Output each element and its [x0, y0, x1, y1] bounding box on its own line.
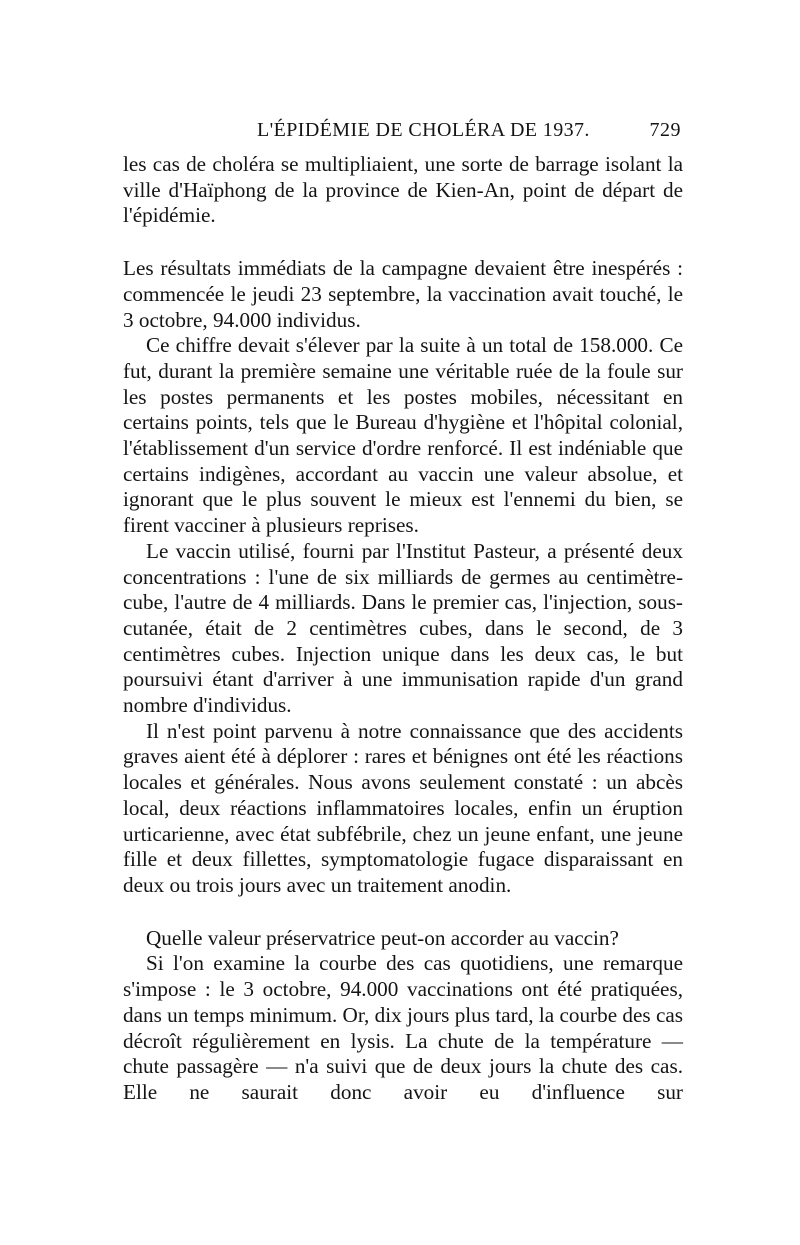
paragraph-curve: Si l'on examine la courbe des cas quotidiens, une remarque s'impose : le 3 octobre, 94.000 vaccinations ont été pratiquées, dans un temps minimum. Or, dix jours plus tard, la courbe des cas décroît régulièrement en lysis. La chute de la température — chute passagère — n'a suivi que de deux jours la chute des cas. Elle ne saurait donc avoir eu d'influence sur [123, 951, 683, 1104]
running-title: L'ÉPIDÉMIE DE CHOLÉRA DE 1937. [257, 119, 590, 141]
paragraph-continuation: les cas de choléra se multipliaient, une sorte de barrage isolant la ville d'Haïphong de la province de Kien-An, point de départ de l'épidémie. [123, 152, 683, 228]
page-header [123, 117, 683, 143]
section-break [123, 899, 683, 926]
page-number: 729 [649, 119, 681, 141]
body-text [123, 152, 683, 1106]
section-break [123, 229, 683, 256]
paragraph-accidents: Il n'est point parvenu à notre connaissance que des accidents graves aient été à déplorer : rares et bénignes ont été les réactions locales et générales. Nous avons seulement constaté : un abcès local, deux réactions inflammatoires locales, enfin un éruption urticarienne, avec état subfébrile, chez un jeune enfant, une jeune fille et deux fillettes, symptomatologie fugace disparaissant en deux ou trois jours avec un traitement anodin. [123, 718, 683, 897]
paragraph-vaccine: Le vaccin utilisé, fourni par l'Institut Pasteur, a présenté deux concentrations : l'une de six milliards de germes au centimètre-cube, l'autre de 4 milliards. Dans le premier cas, l'injection, sous-cutanée, était de 2 centimètres cubes, dans le second, de 3 centimètres cubes. Injection unique dans les deux cas, le but poursuivi étant d'arriver à une immunisation rapide d'un grand nombre d'individus. [123, 538, 683, 718]
paragraph-results: Les résultats immédiats de la campagne devaient être inespérés : commencée le jeudi 23 septembre, la vaccination avait touché, le 3 octobre, 94.000 individus. [123, 256, 683, 332]
paragraph-total: Ce chiffre devait s'élever par la suite à un total de 158.000. Ce fut, durant la première semaine une véritable ruée de la foule sur les postes permanents et les postes mobiles, nécessitant en certains points, tels que le Bureau d'hygiène et l'hôpital colonial, l'établissement d'un service d'ordre renforcé. Il est indéniable que certains indigènes, accordant au vaccin une valeur absolue, et ignorant que le plus souvent le mieux est l'ennemi du bien, se firent vacciner à plusieurs reprises. [123, 333, 683, 538]
paragraph-question: Quelle valeur préservatrice peut-on accorder au vaccin? [146, 925, 619, 950]
